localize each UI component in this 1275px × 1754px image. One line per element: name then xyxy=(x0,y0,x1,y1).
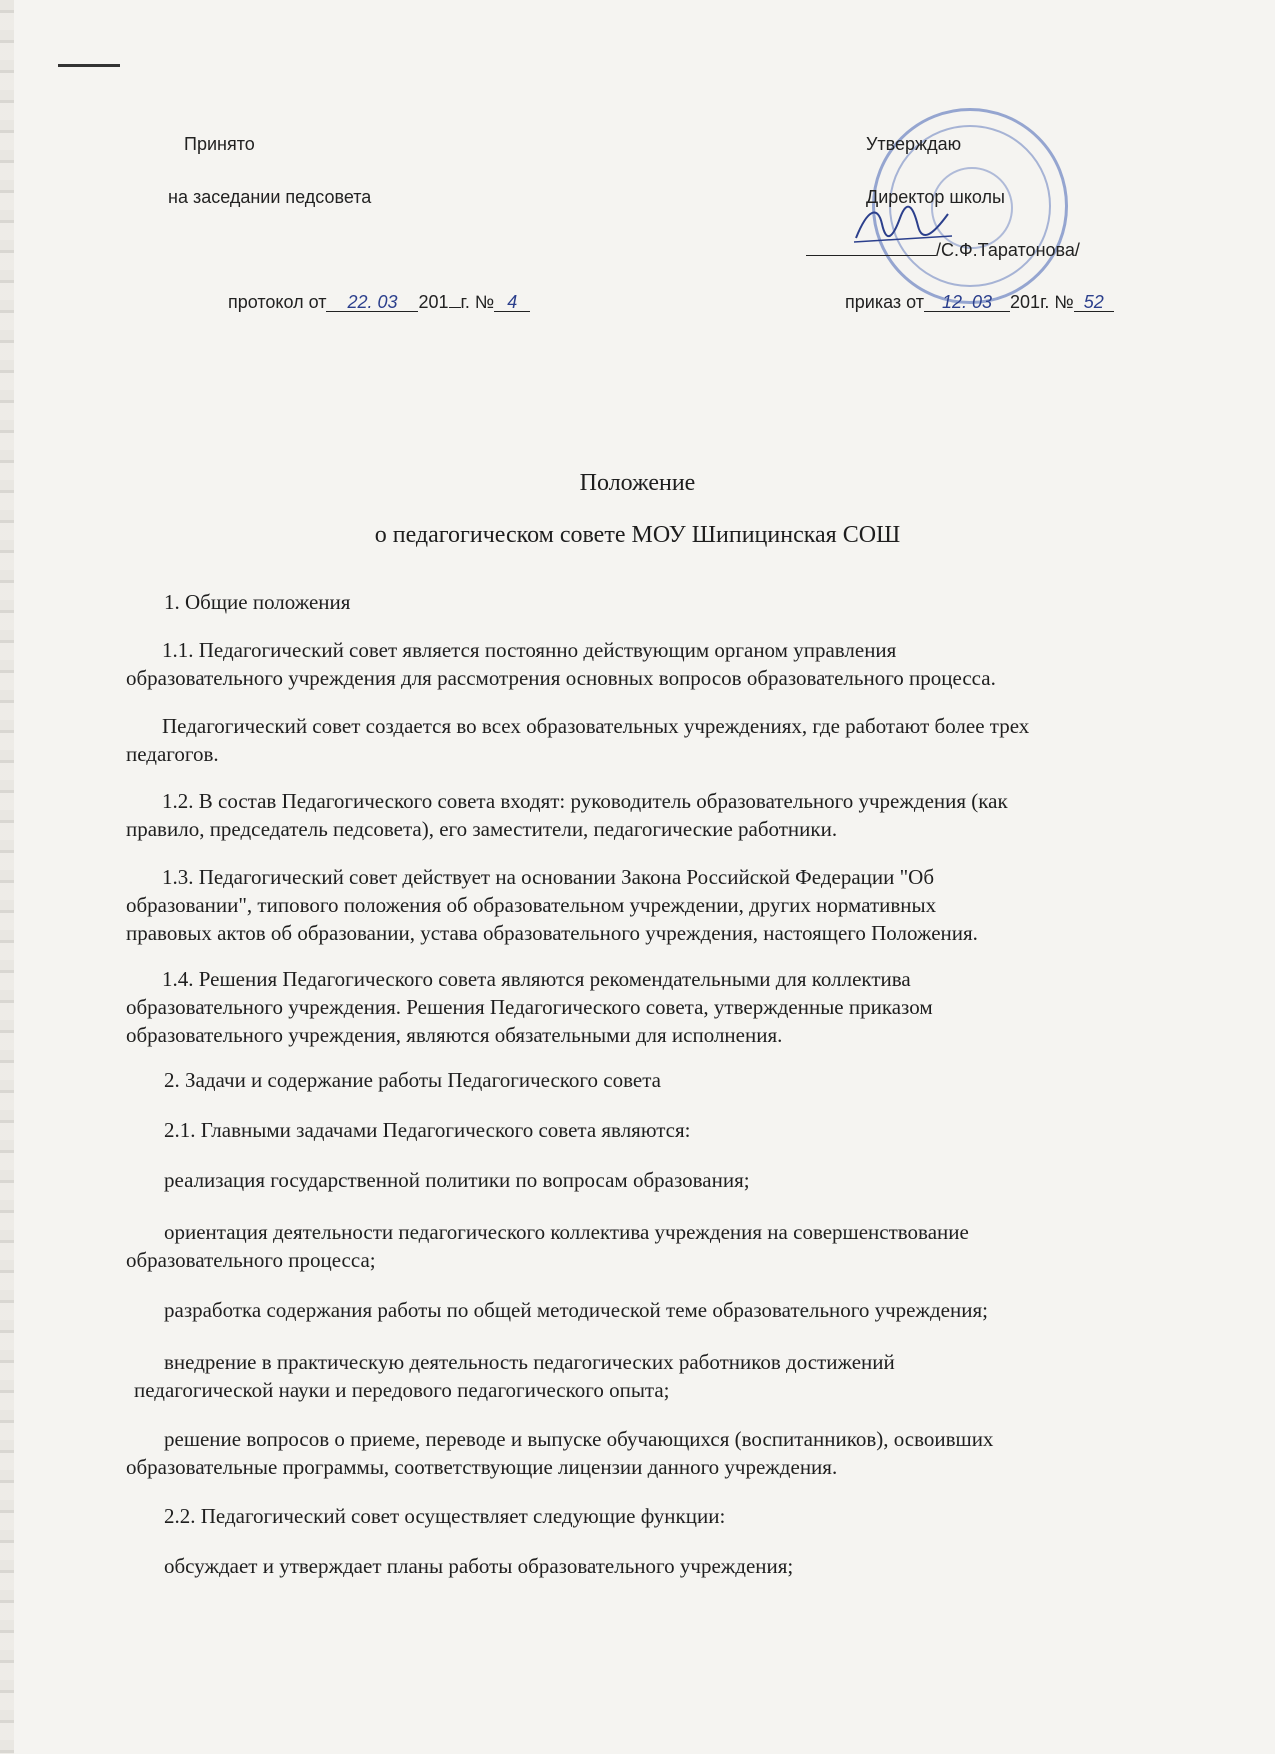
list-item: реализация государственной политики по вопросам образования; xyxy=(164,1168,750,1192)
approve-label: Утверждаю xyxy=(866,134,962,154)
paragraph-line: Педагогический совет создается во всех образовательных учреждениях, где работают более трех xyxy=(162,714,1030,738)
list-item xyxy=(126,1425,993,1481)
paragraph-line: педагогической науки и передового педагогического опыта; xyxy=(134,1378,670,1402)
paragraph-line: решение вопросов о приеме, переводе и выпуске обучающихся (воспитанников), освоивших xyxy=(164,1427,994,1451)
protocol-year-blank xyxy=(449,307,461,308)
section-heading: 2. Задачи и содержание работы Педагогического совета xyxy=(164,1068,661,1092)
paragraph xyxy=(126,636,996,692)
order-year: 201 xyxy=(1010,292,1041,312)
protocol-number-prefix: г. № xyxy=(460,292,495,312)
paragraph: 2.1. Главными задачами Педагогического совета являются: xyxy=(164,1118,691,1142)
director-signature-line xyxy=(806,240,1080,261)
council-meeting-label: на заседании педсовета xyxy=(168,187,372,207)
paragraph-line: образовательного учреждения, являются обязательными для исполнения. xyxy=(126,1023,783,1047)
paragraph-line: ориентация деятельности педагогического коллектива учреждения на совершенствование xyxy=(164,1220,969,1244)
section-heading: 1. Общие положения xyxy=(164,590,351,614)
paragraph-line: 1.4. Решения Педагогического совета являются рекомендательными для коллектива xyxy=(162,967,911,991)
paragraph xyxy=(126,965,933,1049)
paragraph-line: образовательные программы, соответствующие лицензии данного учреждения. xyxy=(126,1455,838,1479)
paragraph xyxy=(126,787,1008,843)
list-item: разработка содержания работы по общей методической теме образовательного учреждения; xyxy=(164,1298,988,1322)
protocol-number-handwritten: 4 xyxy=(507,292,518,312)
paragraph-line: образовательного учреждения для рассмотрения основных вопросов образовательного процесса. xyxy=(126,666,996,690)
order-prefix: приказ от xyxy=(845,292,925,312)
paragraph-line: 1.1. Педагогический совет является постоянно действующим органом управления xyxy=(162,638,897,662)
paragraph: 2.2. Педагогический совет осуществляет следующие функции: xyxy=(164,1504,726,1528)
order-date xyxy=(924,293,1010,312)
paragraph-line: 1.3. Педагогический совет действует на основании Закона Российской Федерации "Об xyxy=(162,865,935,889)
list-item: обсуждает и утверждает планы работы образовательного учреждения; xyxy=(164,1554,794,1578)
director-label: Директор школы xyxy=(866,187,1005,207)
signature-blank xyxy=(806,255,936,256)
paragraph xyxy=(126,863,978,947)
paragraph-line: внедрение в практическую деятельность педагогических работников достижений xyxy=(164,1350,895,1374)
scan-mark xyxy=(58,64,120,67)
document-title: Положение xyxy=(579,470,696,496)
paragraph-line: педагогов. xyxy=(126,742,219,766)
paragraph-line: 1.2. В состав Педагогического совета входят: руководитель образовательного учреждения (как xyxy=(162,789,1008,813)
protocol-number xyxy=(494,293,530,312)
order-date-handwritten: 12. 03 xyxy=(941,292,993,312)
scan-edge xyxy=(0,0,14,1754)
list-item xyxy=(126,1218,969,1274)
list-item xyxy=(126,1348,895,1404)
director-name: /С.Ф.Таратонова/ xyxy=(936,240,1080,260)
order-number-handwritten: 52 xyxy=(1083,292,1104,312)
paragraph-line: правовых актов об образовании, устава образовательного учреждения, настоящего Положения. xyxy=(126,921,978,945)
protocol-date-handwritten: 22. 03 xyxy=(347,292,398,312)
order-number xyxy=(1074,293,1114,312)
protocol-year: 201 xyxy=(418,292,449,312)
paragraph-line: образовательного процесса; xyxy=(126,1248,376,1272)
paragraph-line: образовании", типового положения об образовательном учреждении, других нормативных xyxy=(126,893,937,917)
paragraph-line: образовательного учреждения. Решения Педагогического совета, утвержденные приказом xyxy=(126,995,933,1019)
accepted-label: Принято xyxy=(184,134,255,154)
paragraph-line: правило, председатель педсовета), его заместители, педагогические работники. xyxy=(126,817,838,841)
protocol-date xyxy=(326,293,418,312)
protocol-line xyxy=(228,292,530,313)
order-number-prefix: г. № xyxy=(1040,292,1074,312)
document-subtitle: о педагогическом совете МОУ Шипицинская СОШ xyxy=(374,522,901,548)
protocol-prefix: протокол от xyxy=(228,292,327,312)
order-line xyxy=(845,292,1114,313)
paragraph xyxy=(126,712,1029,768)
